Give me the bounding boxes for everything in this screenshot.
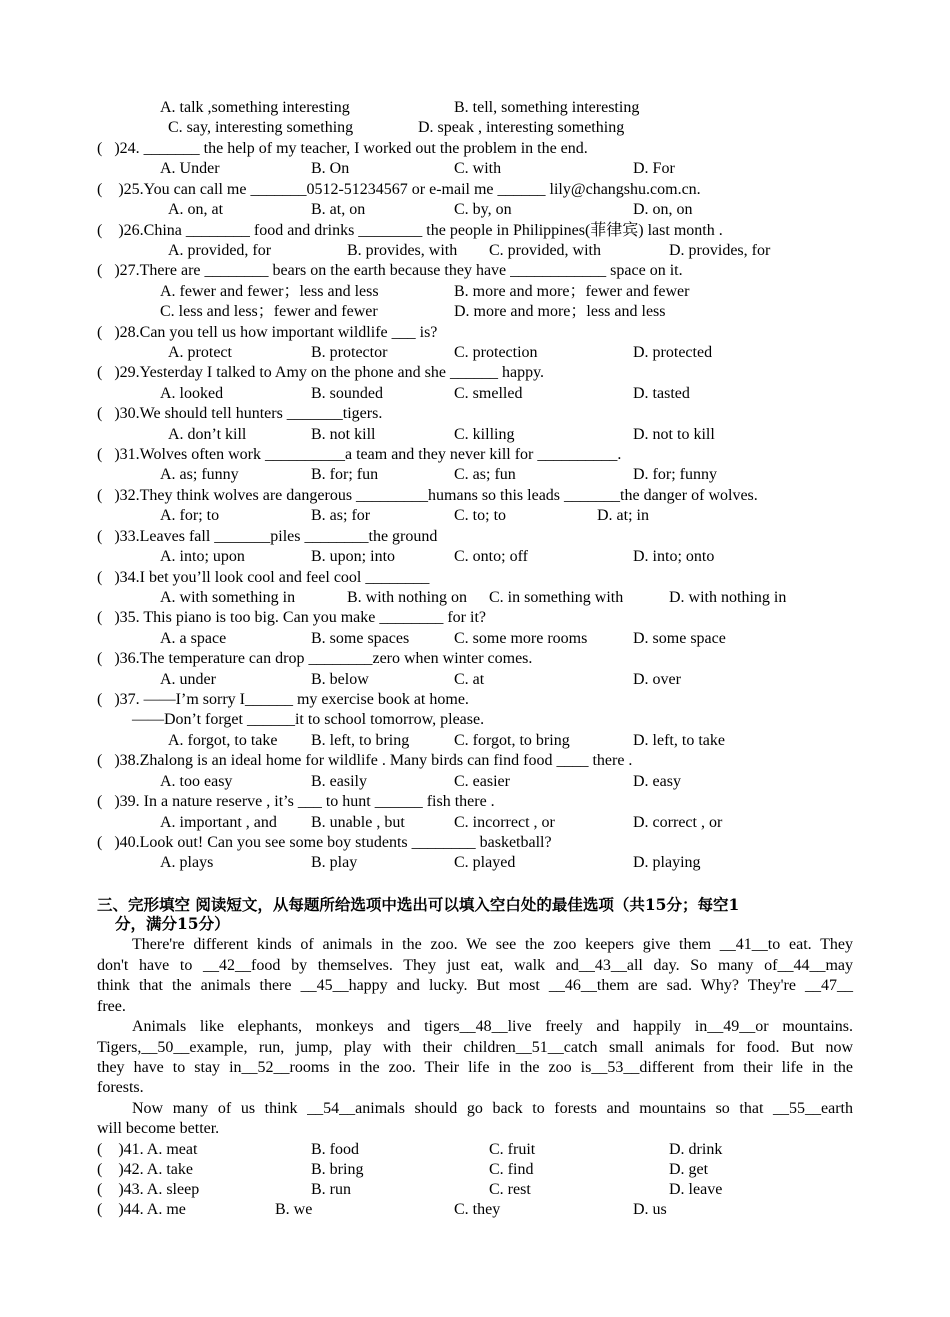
option-text: B. with nothing on [347, 589, 468, 606]
option-text: C. played [454, 854, 516, 871]
option-text: D. speak , interesting something [418, 119, 625, 136]
option-text: C. they [454, 1201, 501, 1218]
option-text: B. provides, with [347, 242, 458, 259]
passage-line: Tigers,__50__example, run, jump, play with their children__51__catch small animals for food. But now [97, 1039, 853, 1056]
option-text: C. with [454, 160, 502, 177]
option-text: D. on, on [633, 201, 693, 218]
option-text: B. sounded [311, 385, 383, 402]
option-text: D. playing [633, 854, 701, 871]
option-text: D. correct , or [633, 814, 723, 831]
option-text: B. bring [311, 1161, 364, 1178]
option-text: B. we [275, 1201, 313, 1218]
question-stem: ( )33.Leaves fall _______piles ________the ground [97, 528, 438, 545]
question-stem: ( )27.There are ________ bears on the earth because they have ____________ space on it. [97, 262, 683, 279]
question-stem: ( )38.Zhalong is an ideal home for wildlife . Many birds can find food ____ there . [97, 752, 633, 769]
option-text: C. protection [454, 344, 538, 361]
option-text: C. onto; off [454, 548, 528, 565]
option-text: B. more and more；fewer and fewer [454, 283, 690, 300]
passage-line: Animals like elephants, monkeys and tigers__48__live freely and happily in__49__or mountains. [132, 1018, 853, 1035]
option-text: A. Under [160, 160, 220, 177]
option-text: D. drink [669, 1141, 723, 1158]
question-stem: ( )39. In a nature reserve , it’s ___ to hunt ______ fish there . [97, 793, 495, 810]
option-text: A. fewer and fewer；less and less [160, 283, 379, 300]
option-text: B. not kill [311, 426, 376, 443]
passage-line: they have to stay in__52__rooms in the zoo. Their life in the zoo is__53__different from their life in the [97, 1059, 853, 1076]
cloze-item-stem: ( )43. A. sleep [97, 1181, 200, 1198]
question-stem: ( )28.Can you tell us how important wildlife ___ is? [97, 324, 438, 341]
passage-line: think that the animals there __45__happy and lucky. But most __46__them are sad. Why? They're __47__ [97, 977, 853, 994]
option-text: A. protect [168, 344, 232, 361]
option-text: A. talk ,something interesting [160, 99, 350, 116]
option-text: C. forgot, to bring [454, 732, 570, 749]
option-text: B. as; for [311, 507, 371, 524]
option-text: D. easy [633, 773, 681, 790]
option-text: A. with something in [160, 589, 296, 606]
passage-line: Now many of us think __54__animals should go back to forests and mountains so that __55__earth [132, 1100, 853, 1117]
option-text: D. For [633, 160, 675, 177]
option-text: A. too easy [160, 773, 233, 790]
question-stem: ( )24. _______ the help of my teacher, I worked out the problem in the end. [97, 140, 588, 157]
option-text: B. food [311, 1141, 359, 1158]
option-text: C. some more rooms [454, 630, 588, 647]
option-text: D. more and more；less and less [454, 303, 666, 320]
option-text: B. for; fun [311, 466, 379, 483]
option-text: D. leave [669, 1181, 723, 1198]
option-text: D. for; funny [633, 466, 717, 483]
option-text: D. into; onto [633, 548, 715, 565]
option-text: A. on, at [168, 201, 224, 218]
option-text: C. at [454, 671, 485, 688]
option-text: A. under [160, 671, 216, 688]
option-text: D. us [633, 1201, 667, 1218]
cloze-item-stem: ( )41. A. meat [97, 1141, 198, 1158]
option-text: A. for; to [160, 507, 220, 524]
option-text: A. a space [160, 630, 227, 647]
option-text: A. plays [160, 854, 214, 871]
option-text: D. left, to take [633, 732, 725, 749]
option-text: D. protected [633, 344, 713, 361]
option-text: D. tasted [633, 385, 690, 402]
option-text: C. incorrect , or [454, 814, 555, 831]
question-stem: ( )25.You can call me _______0512-51234567 or e-mail me ______ lily@changshu.com.cn. [97, 181, 701, 198]
option-text: C. to; to [454, 507, 507, 524]
option-text: C. in something with [489, 589, 624, 606]
option-text: C. provided, with [489, 242, 601, 259]
cloze-item-stem: ( )42. A. take [97, 1161, 193, 1178]
question-stem: ( )31.Wolves often work __________a team and they never kill for __________. [97, 446, 622, 463]
option-text: B. some spaces [311, 630, 410, 647]
option-text: C. easier [454, 773, 510, 790]
option-text: D. provides, for [669, 242, 771, 259]
option-text: B. On [311, 160, 350, 177]
question-stem: ( )29.Yesterday I talked to Amy on the phone and she ______ happy. [97, 364, 545, 381]
passage-line: There're different kinds of animals in the zoo. We see the zoo keepers give them __41__to eat. They [132, 936, 853, 953]
option-text: B. below [311, 671, 369, 688]
option-text: C. find [489, 1161, 534, 1178]
question-stem-continued: ——Don’t forget ______it to school tomorrow, please. [132, 711, 485, 728]
question-stem: ( )37. ——I’m sorry I______ my exercise book at home. [97, 691, 469, 708]
option-text: D. over [633, 671, 681, 688]
option-text: D. with nothing in [669, 589, 787, 606]
option-text: C. fruit [489, 1141, 536, 1158]
question-stem: ( )36.The temperature can drop ________zero when winter comes. [97, 650, 533, 667]
option-text: C. by, on [454, 201, 512, 218]
option-text: A. provided, for [168, 242, 272, 259]
section-title-continued: 分，满分15分） [115, 914, 230, 933]
cloze-item-stem: ( )44. A. me [97, 1201, 186, 1218]
option-text: A. forgot, to take [168, 732, 278, 749]
option-text: D. get [669, 1161, 709, 1178]
option-text: B. run [311, 1181, 351, 1198]
option-text: A. into; upon [160, 548, 245, 565]
option-text: C. say, interesting something [168, 119, 354, 136]
option-text: A. important , and [160, 814, 277, 831]
option-text: A. as; funny [160, 466, 239, 483]
passage-line: will become better. [97, 1120, 220, 1137]
section-title: 三、完形填空 阅读短文，从每题所给选项中选出可以填入空白处的最佳选项（共15分；每空1 [97, 895, 740, 914]
option-text: B. protector [311, 344, 388, 361]
option-text: C. as; fun [454, 466, 516, 483]
passage-line: don't have to __42__food by themselves. They just eat, walk and__43__all day. So many of__44__may [97, 957, 853, 974]
option-text: D. not to kill [633, 426, 715, 443]
option-text: C. killing [454, 426, 515, 443]
question-stem: ( )35. This piano is too big. Can you make ________ for it? [97, 609, 486, 626]
option-text: A. don’t kill [168, 426, 247, 443]
question-stem: ( )32.They think wolves are dangerous _________humans so this leads _______the danger of wolves. [97, 487, 758, 504]
option-text: C. less and less；fewer and fewer [160, 303, 378, 320]
option-text: C. rest [489, 1181, 531, 1198]
passage-line: forests. [97, 1079, 144, 1096]
passage-line: free. [97, 998, 126, 1015]
option-text: B. at, on [311, 201, 366, 218]
option-text: B. play [311, 854, 358, 871]
option-text: A. looked [160, 385, 224, 402]
option-text: B. unable , but [311, 814, 405, 831]
option-text: B. tell, something interesting [454, 99, 640, 116]
question-stem: ( )30.We should tell hunters _______tigers. [97, 405, 383, 422]
option-text: B. easily [311, 773, 367, 790]
question-stem: ( )40.Look out! Can you see some boy students ________ basketball? [97, 834, 552, 851]
question-stem: ( )26.China ________ food and drinks ________ the people in Philippines(菲律宾) last month . [97, 222, 723, 239]
option-text: B. upon; into [311, 548, 396, 565]
option-text: C. smelled [454, 385, 523, 402]
question-stem: ( )34.I bet you’ll look cool and feel cool ________ [97, 569, 430, 586]
option-text: D. some space [633, 630, 726, 647]
option-text: D. at; in [597, 507, 649, 524]
option-text: B. left, to bring [311, 732, 410, 749]
